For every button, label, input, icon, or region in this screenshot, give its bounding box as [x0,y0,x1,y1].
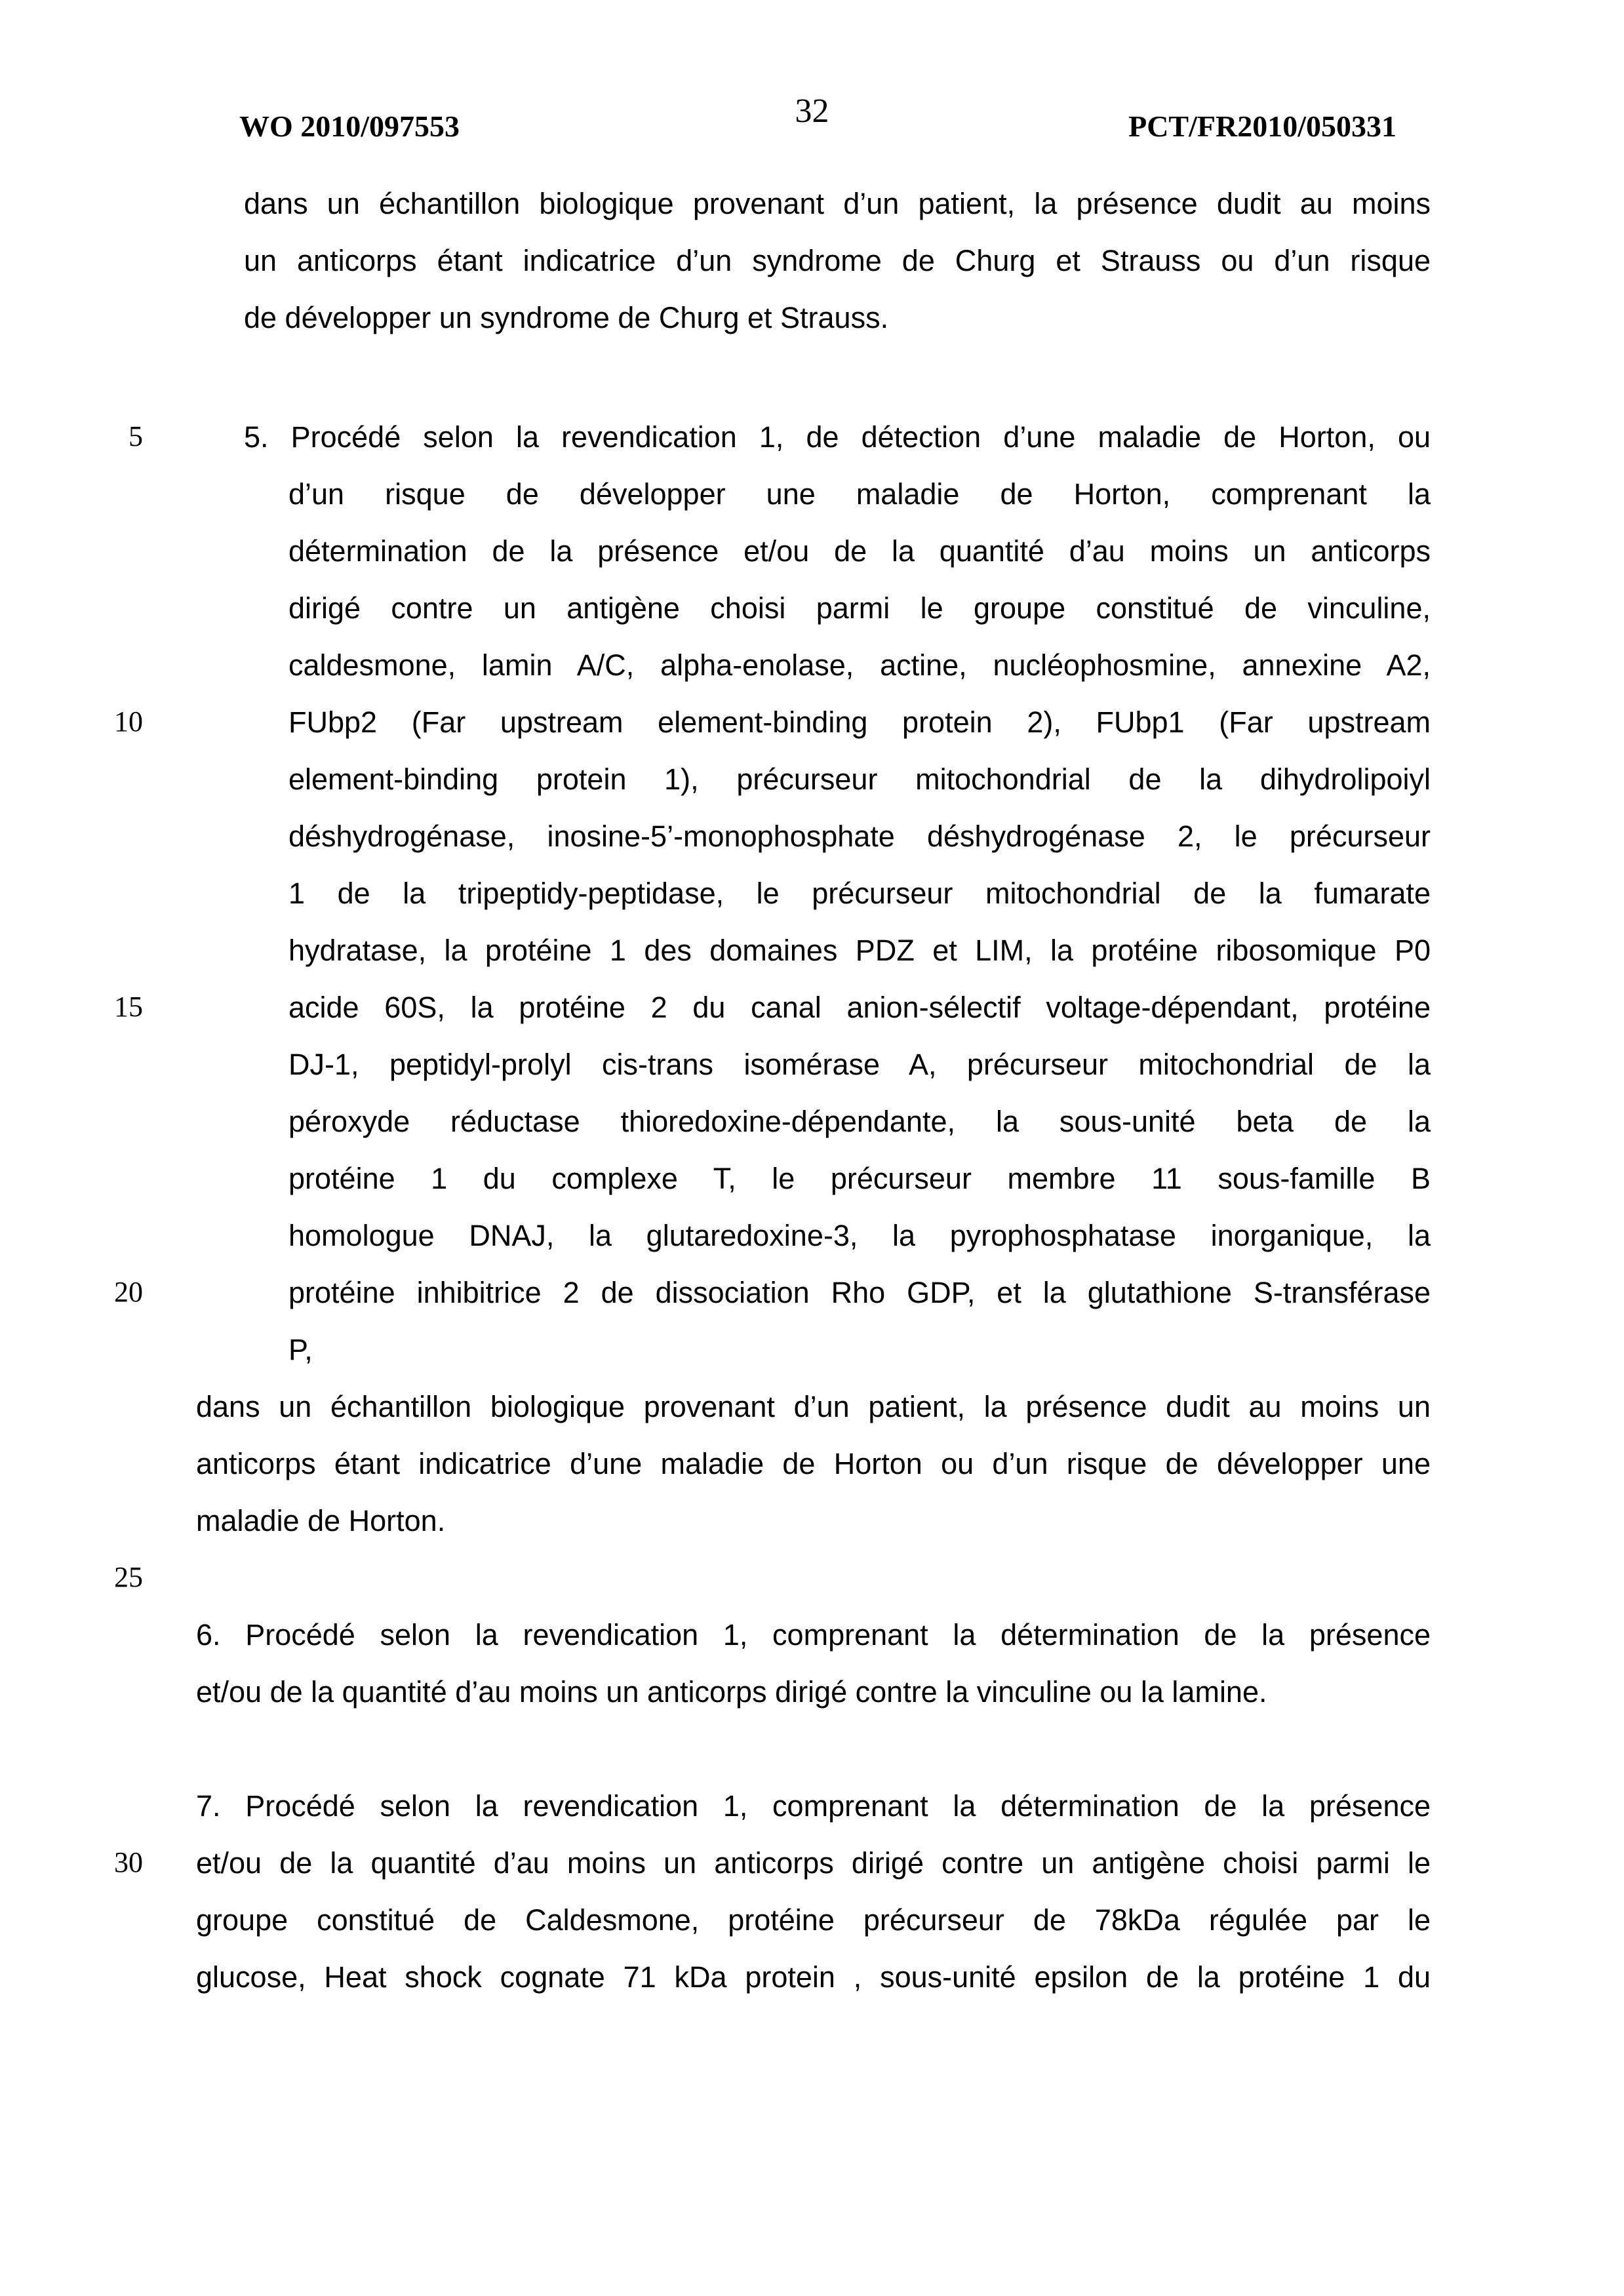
claim-5-line: d’un risque de développer une maladie de Horton, comprenant la [288,477,1431,511]
claim-5-line: 1 de la tripeptidy-peptidase, le précurseur mitochondrial de la fumarate [288,877,1431,910]
claim-5-line: détermination de la présence et/ou de la quantité d’au moins un anticorps [288,534,1431,568]
claim-5-line: DJ-1, peptidyl-prolyl cis-trans isomérase A, précurseur mitochondrial de la [288,1048,1431,1081]
claim-7-line: glucose, Heat shock cognate 71 kDa protein , sous-unité epsilon de la protéine 1 du [196,1960,1431,1994]
margin-line-number-15: 15 [114,991,143,1023]
margin-line-number-5: 5 [129,420,143,452]
claim-5-line: protéine inhibitrice 2 de dissociation Rho GDP, et la glutathione S-transférase [288,1276,1431,1309]
claim-5-line: péroxyde réductase thioredoxine-dépendante, la sous-unité beta de la [288,1105,1431,1138]
claim-5-line: 5. Procédé selon la revendication 1, de détection d’une maladie de Horton, ou [244,420,1431,454]
text-line: anticorps étant indicatrice d’une maladie de Horton ou d’un risque de développer une [196,1447,1431,1480]
claim-5-line: acide 60S, la protéine 2 du canal anion-sélectif voltage-dépendant, protéine [288,991,1431,1024]
margin-line-number-25: 25 [114,1561,143,1593]
margin-line-number-10: 10 [114,705,143,738]
margin-line-number-30: 30 [114,1846,143,1878]
claim-5-line: caldesmone, lamin A/C, alpha-enolase, actine, nucléophosmine, annexine A2, [288,648,1431,682]
claim-7-paragraph [196,1777,1431,2006]
margin-line-number-20: 20 [114,1276,143,1308]
publication-number: WO 2010/097553 [239,109,460,143]
claim-5-line: protéine 1 du complexe T, le précurseur membre 11 sous-famille B [288,1162,1431,1195]
application-number: PCT/FR2010/050331 [1128,109,1396,143]
claim-5-line: P, [288,1333,313,1366]
page-number: 32 [795,92,829,130]
text-line: de développer un syndrome de Churg et Strauss. [244,301,889,334]
claim-5-line: element-binding protein 1), précurseur mitochondrial de la dihydrolipoiyl [288,762,1431,796]
claim-4-continuation-paragraph [244,175,1431,346]
text-line: un anticorps étant indicatrice d’un syndrome de Churg et Strauss ou d’un risque [244,244,1431,277]
claim-6-line: et/ou de la quantité d’au moins un anticorps dirigé contre la vinculine ou la lamine. [196,1675,1267,1709]
claim-6-line: 6. Procédé selon la revendication 1, comprenant la détermination de la présence [196,1618,1431,1652]
claim-7-line: groupe constitué de Caldesmone, protéine précurseur de 78kDa régulée par le [196,1903,1431,1937]
claim-7-line: 7. Procédé selon la revendication 1, comprenant la détermination de la présence [196,1789,1431,1823]
claim-5-line: déshydrogénase, inosine-5’-monophosphate déshydrogénase 2, le précurseur [288,820,1431,853]
claim-5-line: homologue DNAJ, la glutaredoxine-3, la pyrophosphatase inorganique, la [288,1219,1431,1252]
claim-5-line: FUbp2 (Far upstream element-binding protein 2), FUbp1 (Far upstream [288,705,1431,739]
claim-7-line: et/ou de la quantité d’au moins un anticorps dirigé contre un antigène choisi parmi le [196,1846,1431,1880]
claim-5-paragraph [244,408,1431,1378]
claim-6-paragraph [196,1606,1431,1720]
text-line: maladie de Horton. [196,1504,446,1537]
text-line: dans un échantillon biologique provenant d’un patient, la présence dudit au moins [244,187,1431,220]
claim-5-line: hydratase, la protéine 1 des domaines PDZ et LIM, la protéine ribosomique P0 [288,934,1431,967]
claim-5-closing-paragraph [196,1378,1431,1549]
claim-5-line: dirigé contre un antigène choisi parmi le groupe constitué de vinculine, [288,591,1431,625]
text-line: dans un échantillon biologique provenant d’un patient, la présence dudit au moins un [196,1390,1431,1423]
